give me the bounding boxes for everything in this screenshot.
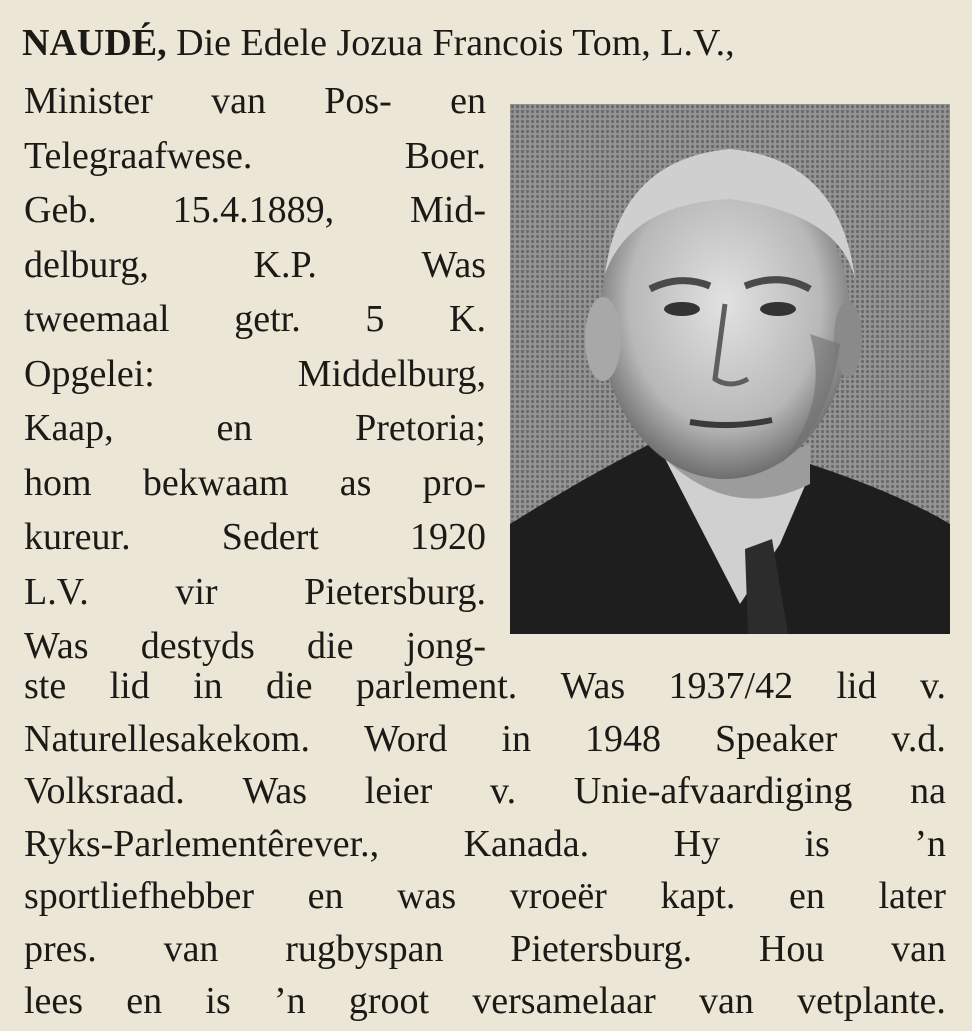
word: in — [193, 665, 223, 707]
word: 1920 — [410, 516, 486, 558]
word: groot — [348, 980, 430, 1022]
word: bekwaam — [142, 461, 289, 504]
word: kureur. — [24, 516, 131, 558]
word: Kanada. — [463, 822, 590, 865]
word: was — [397, 875, 457, 917]
entry-heading — [22, 18, 962, 68]
word: Speaker — [715, 717, 838, 760]
word: Kaap, — [24, 407, 114, 449]
narrow-text-column — [24, 74, 486, 674]
word: L.V. — [24, 570, 89, 613]
text-line — [24, 129, 486, 184]
word: ste — [24, 665, 67, 707]
word: leier — [364, 770, 433, 812]
word: Pos- — [324, 80, 392, 122]
word: die — [266, 665, 313, 707]
word: pres. — [24, 927, 97, 970]
text-line — [24, 510, 486, 565]
word: jong- — [405, 625, 486, 667]
word: en — [216, 407, 253, 449]
word: Was — [24, 625, 89, 667]
word: 1948 — [585, 717, 661, 760]
word: K. — [449, 298, 486, 340]
word: 5 — [365, 298, 385, 340]
word: lees — [24, 980, 84, 1022]
word: sportliefhebber — [24, 875, 255, 917]
word: en — [788, 875, 825, 917]
word: Opgelei: — [24, 352, 155, 395]
word: Sedert — [221, 516, 319, 558]
word: pro- — [422, 461, 486, 504]
word: delburg, — [24, 243, 149, 286]
word: Minister — [24, 80, 153, 122]
text-line — [24, 870, 946, 923]
word: 1937/42 — [668, 665, 794, 707]
word: Pietersburg. — [510, 927, 693, 970]
word: Ryks-Parlementêrever., — [24, 822, 380, 865]
text-line — [24, 713, 946, 766]
entry-surname: NAUDÉ, — [22, 22, 167, 64]
text-line — [24, 565, 486, 620]
word: kapt. — [660, 875, 736, 917]
text-line — [24, 183, 486, 238]
word: en — [126, 980, 163, 1022]
word: vir — [175, 570, 218, 613]
word: Unie-afvaardiging — [573, 770, 853, 812]
word: Telegraafwese. — [24, 134, 253, 177]
word: Was — [421, 243, 486, 286]
word: parlement. — [355, 665, 518, 707]
word: tweemaal — [24, 298, 170, 340]
word: ’n — [273, 980, 306, 1022]
word: getr. — [234, 298, 301, 340]
word: Was — [242, 770, 308, 812]
word: ’n — [914, 822, 946, 865]
text-line — [24, 347, 486, 402]
word: en — [450, 80, 486, 122]
text-line — [24, 238, 486, 293]
word: na — [910, 770, 946, 812]
word: Hy — [673, 822, 721, 865]
word: en — [307, 875, 344, 917]
word: van — [211, 80, 266, 122]
word: vetplante. — [797, 980, 946, 1022]
text-line — [24, 456, 486, 511]
full-width-text — [24, 660, 946, 1028]
text-line — [24, 660, 946, 713]
word: lid — [109, 665, 150, 707]
word: die — [307, 625, 354, 667]
word: van — [699, 980, 754, 1022]
word: is — [205, 980, 231, 1022]
word: vroeër — [509, 875, 607, 917]
word: Geb. — [24, 189, 97, 231]
word: v.d. — [891, 717, 946, 760]
word: Was — [560, 665, 626, 707]
portrait-photo — [510, 104, 950, 634]
text-line — [24, 765, 946, 818]
word: Mid- — [410, 189, 486, 231]
text-line — [24, 74, 486, 129]
word: Pietersburg. — [304, 570, 486, 613]
word: Pretoria; — [355, 407, 486, 449]
word: later — [878, 875, 946, 917]
word: destyds — [140, 625, 255, 667]
word: Hou — [758, 927, 825, 970]
word: is — [804, 822, 830, 865]
word: v. — [490, 770, 517, 812]
text-line — [24, 818, 946, 871]
text-line — [24, 923, 946, 976]
text-line — [24, 401, 486, 456]
text-line — [24, 975, 946, 1028]
word: versamelaar — [472, 980, 656, 1022]
word: Word — [363, 717, 448, 760]
text-line — [24, 292, 486, 347]
portrait-photo-icon — [510, 104, 950, 634]
word: Middelburg, — [297, 352, 486, 395]
entry-name-title: Die Edele Jozua Francois Tom, L.V., — [176, 22, 735, 64]
word: rugbyspan — [285, 927, 444, 970]
word: K.P. — [253, 243, 317, 286]
word: hom — [24, 461, 92, 504]
word: van — [163, 927, 219, 970]
word: as — [339, 461, 372, 504]
word: van — [891, 927, 946, 970]
word: Volksraad. — [24, 770, 185, 812]
word: Boer. — [404, 134, 486, 177]
word: v. — [919, 665, 946, 707]
word: 15.4.1889, — [172, 189, 335, 231]
word: in — [501, 717, 531, 760]
word: lid — [836, 665, 877, 707]
word: Naturellesakekom. — [24, 717, 310, 760]
